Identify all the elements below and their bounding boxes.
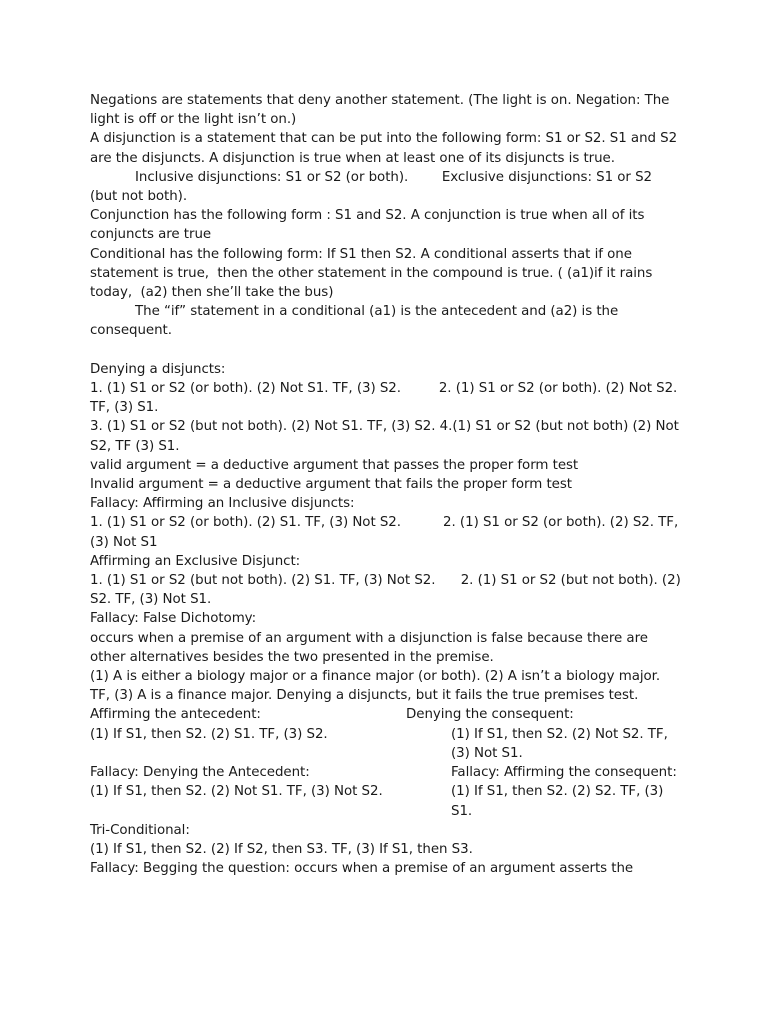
valid-argument-definition: valid argument = a deductive argument that passes the proper form test <box>90 457 579 473</box>
false-dichotomy-example: (1) A is either a biology major or a finance major (or both). (2) A isn’t a biology major. TF, (3) A is a finance major. Denying a disjuncts, but it fails the true premises test. <box>90 669 665 704</box>
invalid-argument-definition: Invalid argument = a deductive argument that fails the proper form test <box>90 477 572 493</box>
row-fallacy-headings <box>90 763 682 782</box>
heading-denying-consequent: Denying the consequent: <box>406 707 574 723</box>
denying-examples-1-2: 1. (1) S1 or S2 (or both). (2) Not S1. TF, (3) S2. 2. (1) S1 or S2 (or both). (2) Not S2. TF, (3) S1. <box>90 381 682 416</box>
heading-affirming-exclusive: Affirming an Exclusive Disjunct: <box>90 553 301 569</box>
heading-fallacy-denying-antecedent: Fallacy: Denying the Antecedent: <box>90 765 310 781</box>
row-antecedent-consequent-headings <box>90 705 682 724</box>
paragraph-conditional: Conditional has the following form: If S1 then S2. A conditional asserts that if one statement is true, then the other statement in the compound is true. ( (a1)if it rains today, (a2) then she’ll take the bus) <box>90 246 657 301</box>
paragraph-disjunction: A disjunction is a statement that can be put into the following form: S1 or S2. S1 and S2 are the disjuncts. A disjunction is true when at least one of its disjuncts is true. <box>90 131 682 166</box>
tri-conditional-example: (1) If S1, then S2. (2) If S2, then S3. TF, (3) If S1, then S3. <box>90 841 473 857</box>
paragraph-antecedent-note: The “if” statement in a conditional (a1) is the antecedent and (a2) is the consequent. <box>90 304 623 339</box>
begging-the-question: Fallacy: Begging the question: occurs when a premise of an argument asserts the <box>90 861 634 877</box>
heading-fallacy-inclusive: Fallacy: Affirming an Inclusive disjuncts: <box>90 496 355 512</box>
row-fallacy-examples <box>90 782 682 820</box>
affirming-antecedent-example: (1) If S1, then S2. (2) S1. TF, (3) S2. <box>90 726 328 742</box>
heading-denying-disjuncts: Denying a disjuncts: <box>90 361 226 377</box>
paragraph-conjunction: Conjunction has the following form : S1 and S2. A conjunction is true when all of its conjuncts are true <box>90 208 649 243</box>
affirming-consequent-example: (1) If S1, then S2. (2) S2. TF, (3) S1. <box>451 784 664 819</box>
inclusive-examples: 1. (1) S1 or S2 (or both). (2) S1. TF, (3) Not S2. 2. (1) S1 or S2 (or both). (2) S2. TF, (3) Not S1 <box>90 515 683 550</box>
heading-fallacy-affirming-consequent: Fallacy: Affirming the consequent: <box>451 765 677 781</box>
denying-antecedent-example: (1) If S1, then S2. (2) Not S1. TF, (3) Not S2. <box>90 784 383 800</box>
heading-affirming-antecedent: Affirming the antecedent: <box>90 707 261 723</box>
heading-tri-conditional: Tri-Conditional: <box>90 822 190 838</box>
document-page <box>90 91 685 878</box>
row-antecedent-consequent-examples <box>90 725 682 763</box>
blank-line <box>90 341 682 360</box>
denying-examples-3-4: 3. (1) S1 or S2 (but not both). (2) Not S1. TF, (3) S2. 4.(1) S1 or S2 (but not both) (2) Not S2, TF (3) S1. <box>90 419 684 454</box>
false-dichotomy-definition: occurs when a premise of an argument with a disjunction is false because there are other alternatives besides the two presented in the premise. <box>90 630 653 665</box>
exclusive-examples: 1. (1) S1 or S2 (but not both). (2) S1. TF, (3) Not S2. 2. (1) S1 or S2 (but not both). (2) S2. TF, (3) Not S1. <box>90 573 685 608</box>
heading-false-dichotomy: Fallacy: False Dichotomy: <box>90 611 257 627</box>
paragraph-inclusive-exclusive: Inclusive disjunctions: S1 or S2 (or both). Exclusive disjunctions: S1 or S2 (but not both). <box>90 169 657 205</box>
paragraph-negations: Negations are statements that deny another statement. (The light is on. Negation: The light is off or the light isn’t on.) <box>90 93 674 128</box>
denying-consequent-example: (1) If S1, then S2. (2) Not S2. TF, (3) Not S1. <box>451 726 668 761</box>
